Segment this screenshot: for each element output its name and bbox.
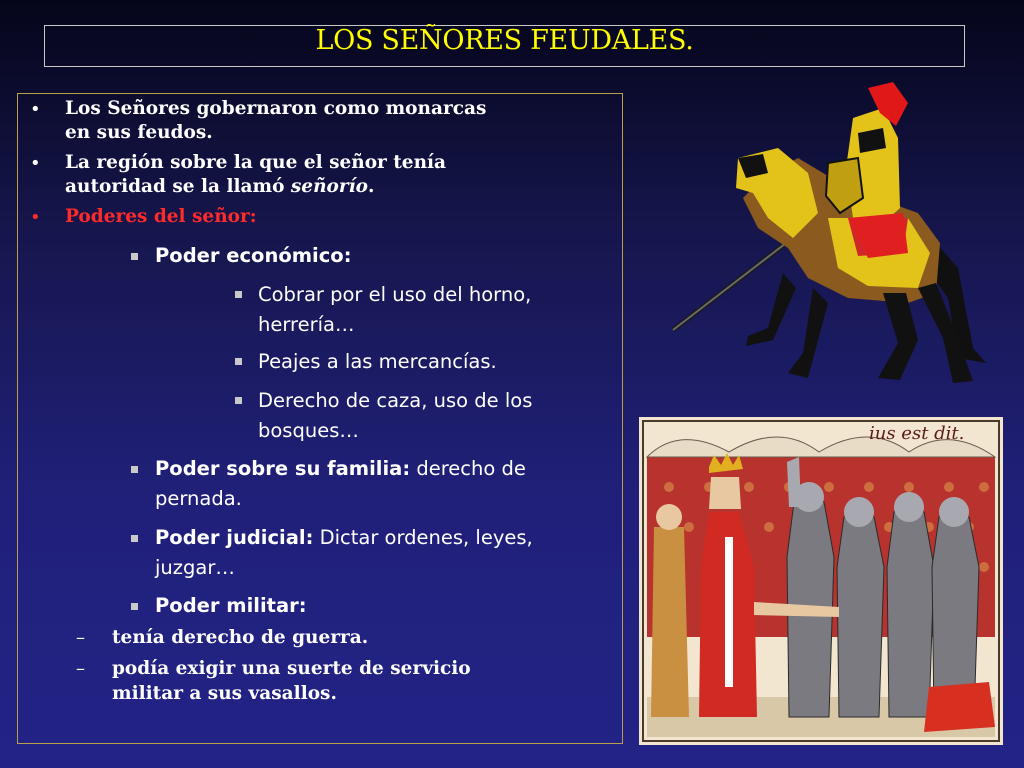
dash-2-line-2: militar a sus vasallos. bbox=[112, 683, 337, 704]
dash-marker: – bbox=[76, 658, 85, 679]
square-bullet bbox=[131, 466, 138, 473]
bullet-dot: • bbox=[30, 99, 41, 120]
poder-judicial-text: Dictar ordenes, leyes, bbox=[313, 526, 533, 549]
economico-item-2: Peajes a las mercancías. bbox=[258, 350, 497, 373]
bullet-2-emphasis: señorío bbox=[290, 176, 368, 197]
poder-familia-line-1 bbox=[155, 457, 526, 480]
square-bullet bbox=[235, 291, 242, 298]
bullet-2-text: autoridad se la llamó bbox=[65, 176, 291, 197]
dash-2-line-1: podía exigir una suerte de servicio bbox=[112, 658, 471, 679]
bullet-2-period: . bbox=[367, 176, 375, 197]
poder-judicial-line-1 bbox=[155, 526, 533, 549]
bullet-3-heading: Poderes del señor: bbox=[65, 206, 257, 227]
knight-illustration bbox=[668, 78, 993, 398]
poder-economico-bold: Poder económico: bbox=[155, 244, 352, 267]
poder-militar-label: Poder militar: bbox=[155, 594, 307, 617]
bullet-2-line-2 bbox=[65, 176, 374, 197]
square-bullet bbox=[131, 535, 138, 542]
manuscript-illustration bbox=[639, 417, 1003, 745]
dash-1: tenía derecho de guerra. bbox=[112, 627, 369, 648]
manuscript-caption: ius est dit. bbox=[869, 423, 965, 444]
poder-familia-text: derecho de bbox=[410, 457, 526, 480]
bullet-2-line-1: La región sobre la que el señor tenía bbox=[65, 152, 447, 173]
square-bullet bbox=[235, 358, 242, 365]
dash-marker: – bbox=[76, 627, 85, 648]
poder-judicial-line-2: juzgar… bbox=[155, 556, 235, 579]
economico-item-1-line-1: Cobrar por el uso del horno, bbox=[258, 283, 532, 306]
square-bullet bbox=[235, 397, 242, 404]
title-box bbox=[44, 25, 965, 67]
bullet-dot: • bbox=[30, 207, 41, 228]
bullet-dot: • bbox=[30, 153, 41, 174]
bullet-1-line-2: en sus feudos. bbox=[65, 122, 213, 143]
poder-judicial-label: Poder judicial: bbox=[155, 526, 314, 549]
poder-familia-label: Poder sobre su familia: bbox=[155, 457, 411, 480]
economico-item-3-line-1: Derecho de caza, uso de los bbox=[258, 389, 533, 412]
square-bullet bbox=[131, 253, 138, 260]
square-bullet bbox=[131, 603, 138, 610]
poder-familia-line-2: pernada. bbox=[155, 487, 242, 510]
economico-item-1-line-2: herrería… bbox=[258, 313, 355, 336]
slide-title: LOS SEÑORES FEUDALES. bbox=[315, 25, 694, 56]
economico-item-3-line-2: bosques… bbox=[258, 419, 359, 442]
poder-economico-label bbox=[155, 244, 352, 267]
poder-militar-line bbox=[155, 594, 307, 617]
bullet-1-line-1: Los Señores gobernaron como monarcas bbox=[65, 98, 487, 119]
